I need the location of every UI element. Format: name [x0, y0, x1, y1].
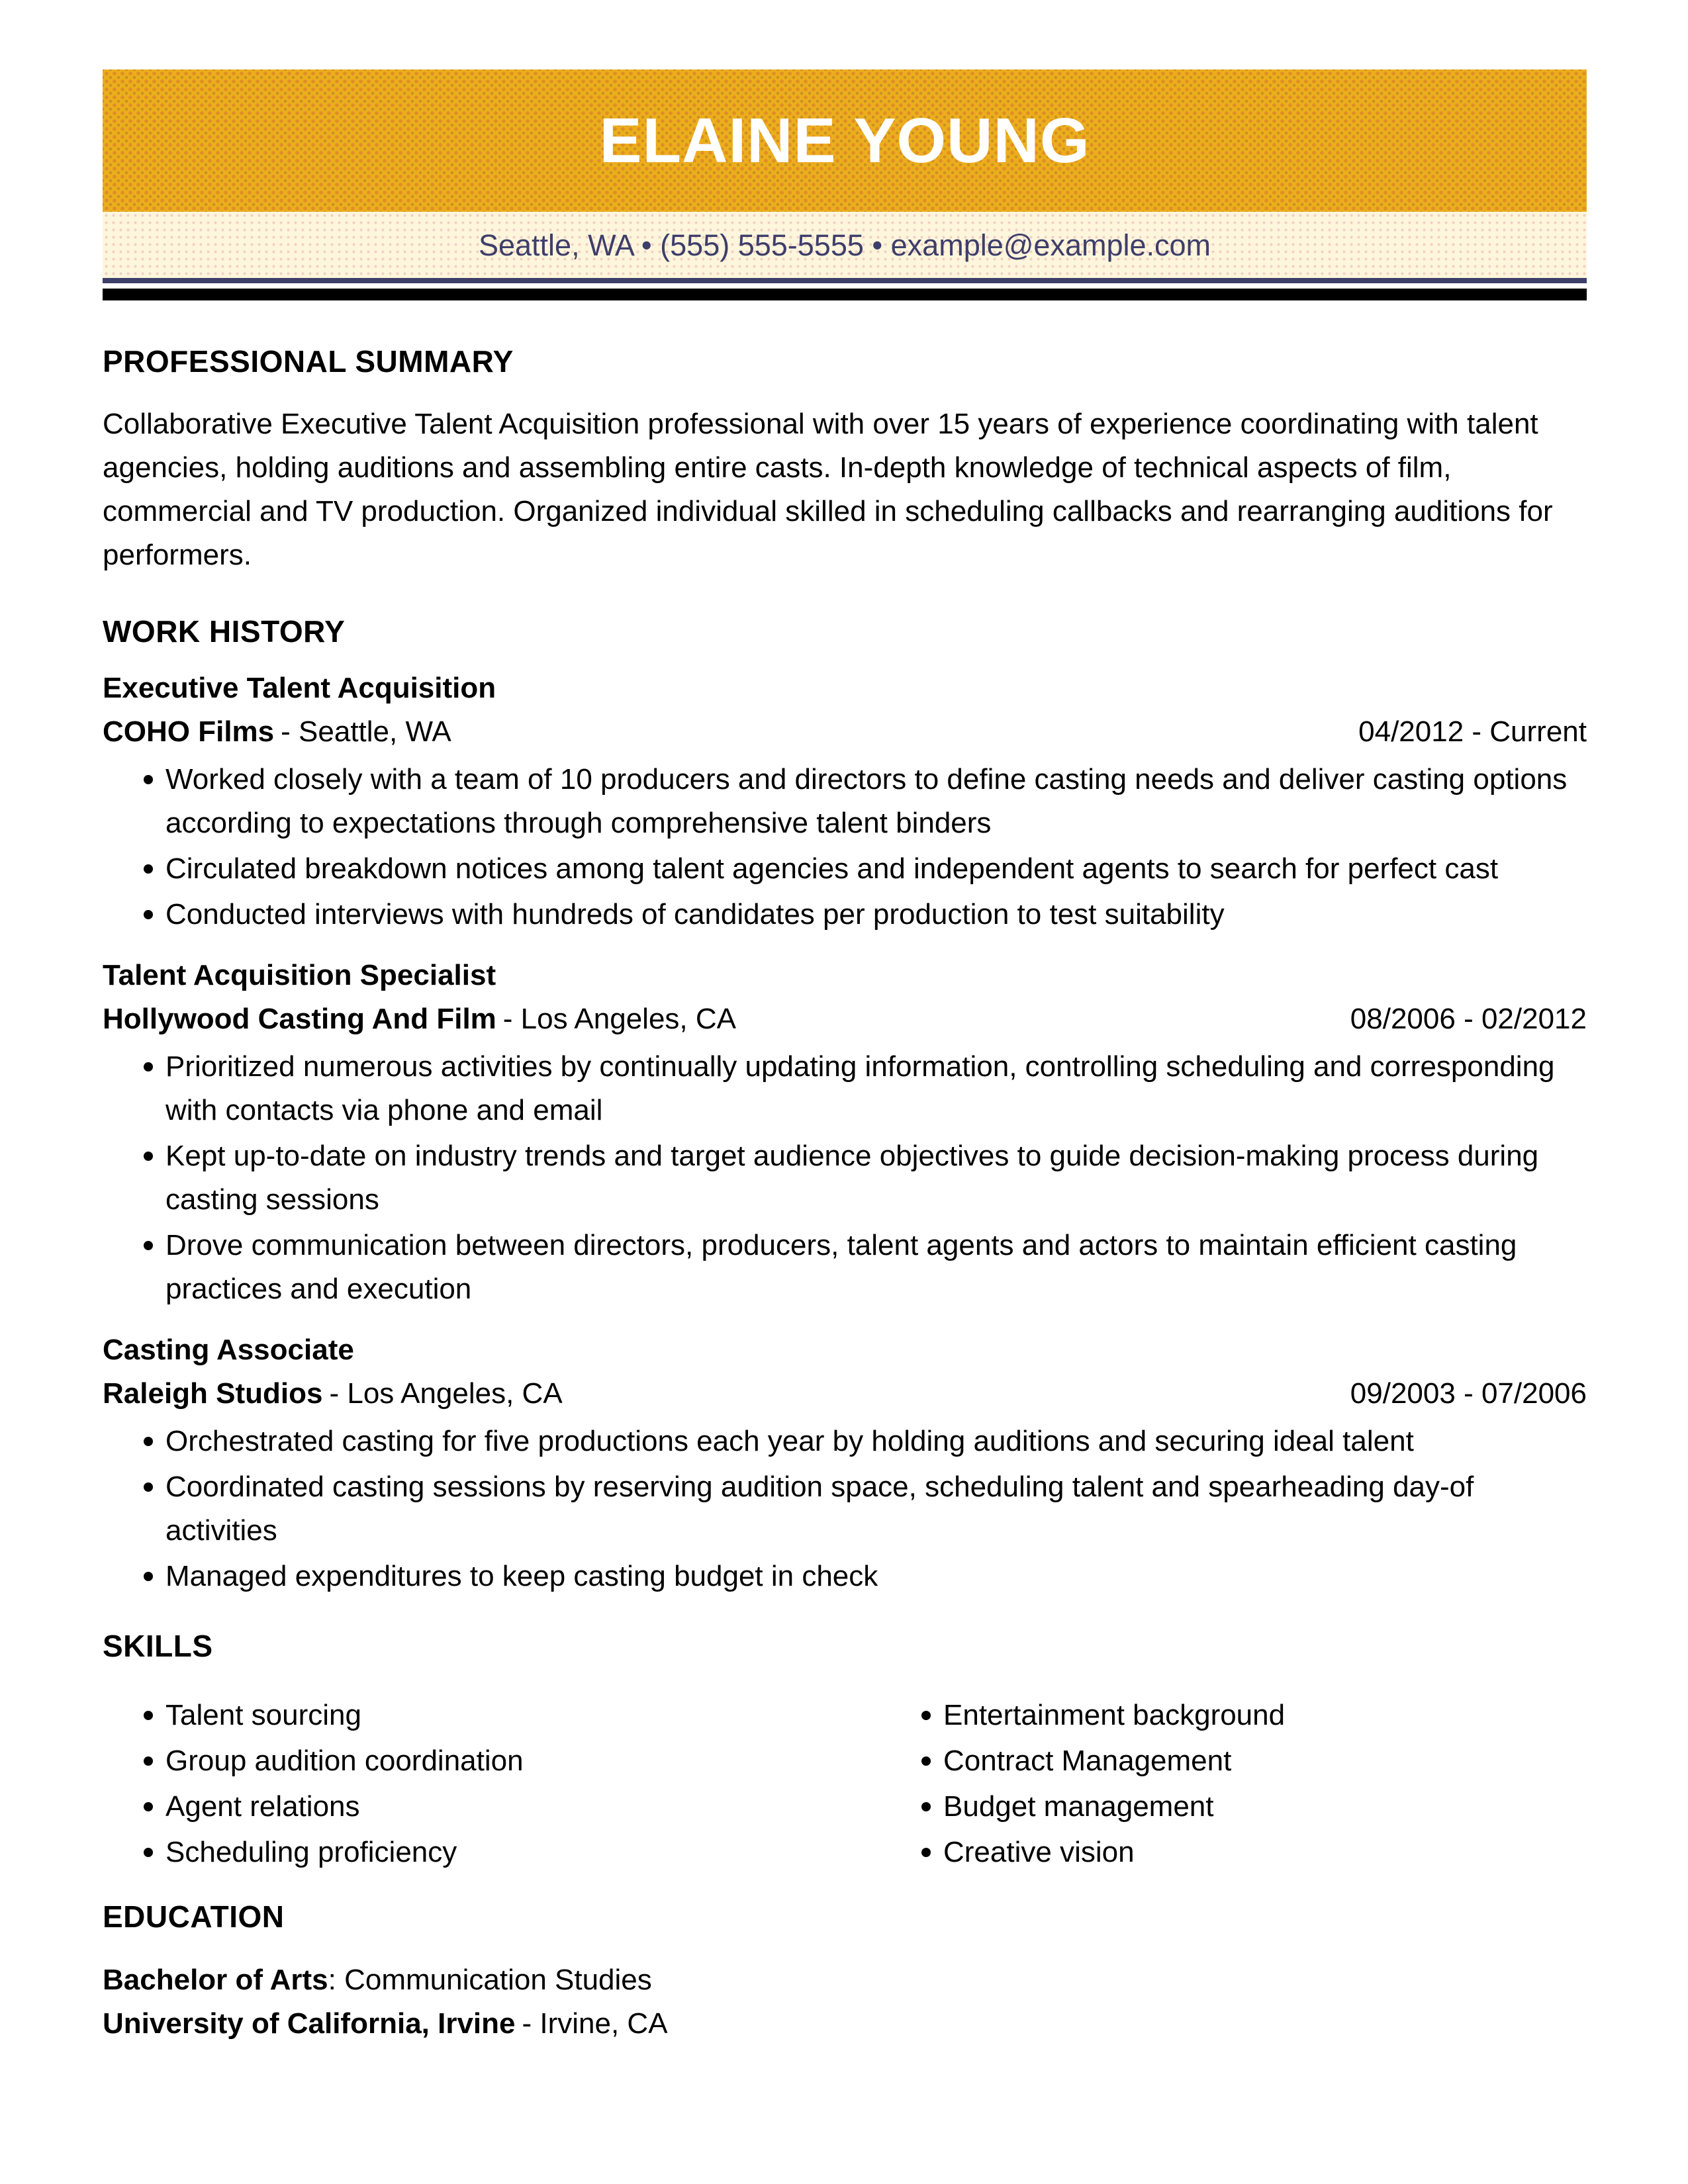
job-bullet: Kept up-to-date on industry trends and target audience objectives to guide decision-making process during casting sessions	[103, 1134, 1587, 1222]
education-school-detail: - Irvine, CA	[522, 2007, 668, 2040]
job-company: Raleigh Studios	[103, 1377, 323, 1410]
job-bullet: Coordinated casting sessions by reserving audition space, scheduling talent and spearheading day-of activities	[103, 1465, 1587, 1553]
job-title: Executive Talent Acquisition	[103, 672, 496, 704]
skill-item: Entertainment background	[880, 1694, 1587, 1737]
job-bullet-list	[103, 758, 1587, 936]
job-company: Hollywood Casting And Film	[103, 1003, 496, 1035]
summary-heading: PROFESSIONAL SUMMARY	[103, 344, 514, 379]
skill-item: Agent relations	[103, 1785, 880, 1829]
education-degree-line	[103, 1958, 1587, 2002]
header-banner	[103, 69, 1587, 300]
job-company-group	[103, 710, 1358, 754]
job-dates: 09/2003 - 07/2006	[1350, 1377, 1587, 1410]
job-bullet: Orchestrated casting for five productions each year by holding auditions and securing ideal talent	[103, 1420, 1587, 1463]
candidate-name: ELAINE YOUNG	[599, 105, 1090, 176]
job-meta-row	[103, 710, 1587, 754]
skill-item: Scheduling proficiency	[103, 1831, 880, 1874]
job-title: Casting Associate	[103, 1334, 354, 1366]
education-school-line	[103, 2002, 1587, 2046]
job-bullet-list	[103, 1045, 1587, 1311]
job-bullet: Conducted interviews with hundreds of candidates per production to test suitability	[103, 893, 1587, 936]
job-bullet: Prioritized numerous activities by continually updating information, controlling scheduling and corresponding with contacts via phone and email	[103, 1045, 1587, 1132]
job-location: - Los Angeles, CA	[329, 1377, 563, 1410]
job-bullet: Managed expenditures to keep casting budget in check	[103, 1555, 1587, 1598]
section-work-history	[103, 614, 1587, 1598]
name-banner	[103, 69, 1587, 212]
skill-item: Contract Management	[880, 1739, 1587, 1783]
contact-line: Seattle, WA • (555) 555-5555 • example@example.com	[478, 228, 1211, 262]
job-dates: 04/2012 - Current	[1358, 715, 1587, 748]
skill-item: Budget management	[880, 1785, 1587, 1829]
job-entry	[103, 954, 1587, 1311]
header-divider-bar	[103, 289, 1587, 300]
skill-item: Creative vision	[880, 1831, 1587, 1874]
skills-columns	[103, 1690, 1587, 1874]
education-block	[103, 1958, 1587, 2046]
education-heading: EDUCATION	[103, 1899, 285, 1934]
work-history-heading: WORK HISTORY	[103, 614, 346, 649]
job-meta-row	[103, 997, 1587, 1041]
job-entry	[103, 666, 1587, 936]
contact-banner	[103, 212, 1587, 283]
skills-list-right	[880, 1694, 1587, 1874]
job-company: COHO Films	[103, 715, 275, 748]
job-title: Talent Acquisition Specialist	[103, 959, 496, 991]
education-school: University of California, Irvine	[103, 2007, 516, 2040]
summary-paragraph: Collaborative Executive Talent Acquisition professional with over 15 years of experience coordinating with talent agencies, holding auditions and assembling entire casts. In-depth knowledge of technical aspects of film, commercial and TV production. Organized individual skilled in scheduling callbacks and rearranging auditions for performers.	[103, 408, 1553, 571]
education-degree-detail: : Communication Studies	[328, 1964, 652, 1996]
job-bullet: Worked closely with a team of 10 producers and directors to define casting needs and deliver casting options according to expectations through comprehensive talent binders	[103, 758, 1587, 845]
section-professional-summary	[103, 343, 1587, 577]
job-bullet: Drove communication between directors, producers, talent agents and actors to maintain efficient casting practices and execution	[103, 1224, 1587, 1311]
job-bullet: Circulated breakdown notices among talent agencies and independent agents to search for perfect cast	[103, 847, 1587, 891]
job-dates: 08/2006 - 02/2012	[1350, 1003, 1587, 1035]
skills-heading: SKILLS	[103, 1629, 213, 1663]
job-company-group	[103, 1372, 1350, 1416]
job-bullet-list	[103, 1420, 1587, 1598]
job-company-group	[103, 997, 1350, 1041]
job-meta-row	[103, 1372, 1587, 1416]
job-location: - Los Angeles, CA	[502, 1003, 736, 1035]
skills-list-left	[103, 1694, 880, 1874]
education-degree: Bachelor of Arts	[103, 1964, 328, 1996]
section-skills	[103, 1628, 1587, 1874]
section-education	[103, 1899, 1587, 2046]
job-location: - Seattle, WA	[281, 715, 451, 748]
skill-item: Group audition coordination	[103, 1739, 880, 1783]
skill-item: Talent sourcing	[103, 1694, 880, 1737]
job-entry	[103, 1328, 1587, 1598]
